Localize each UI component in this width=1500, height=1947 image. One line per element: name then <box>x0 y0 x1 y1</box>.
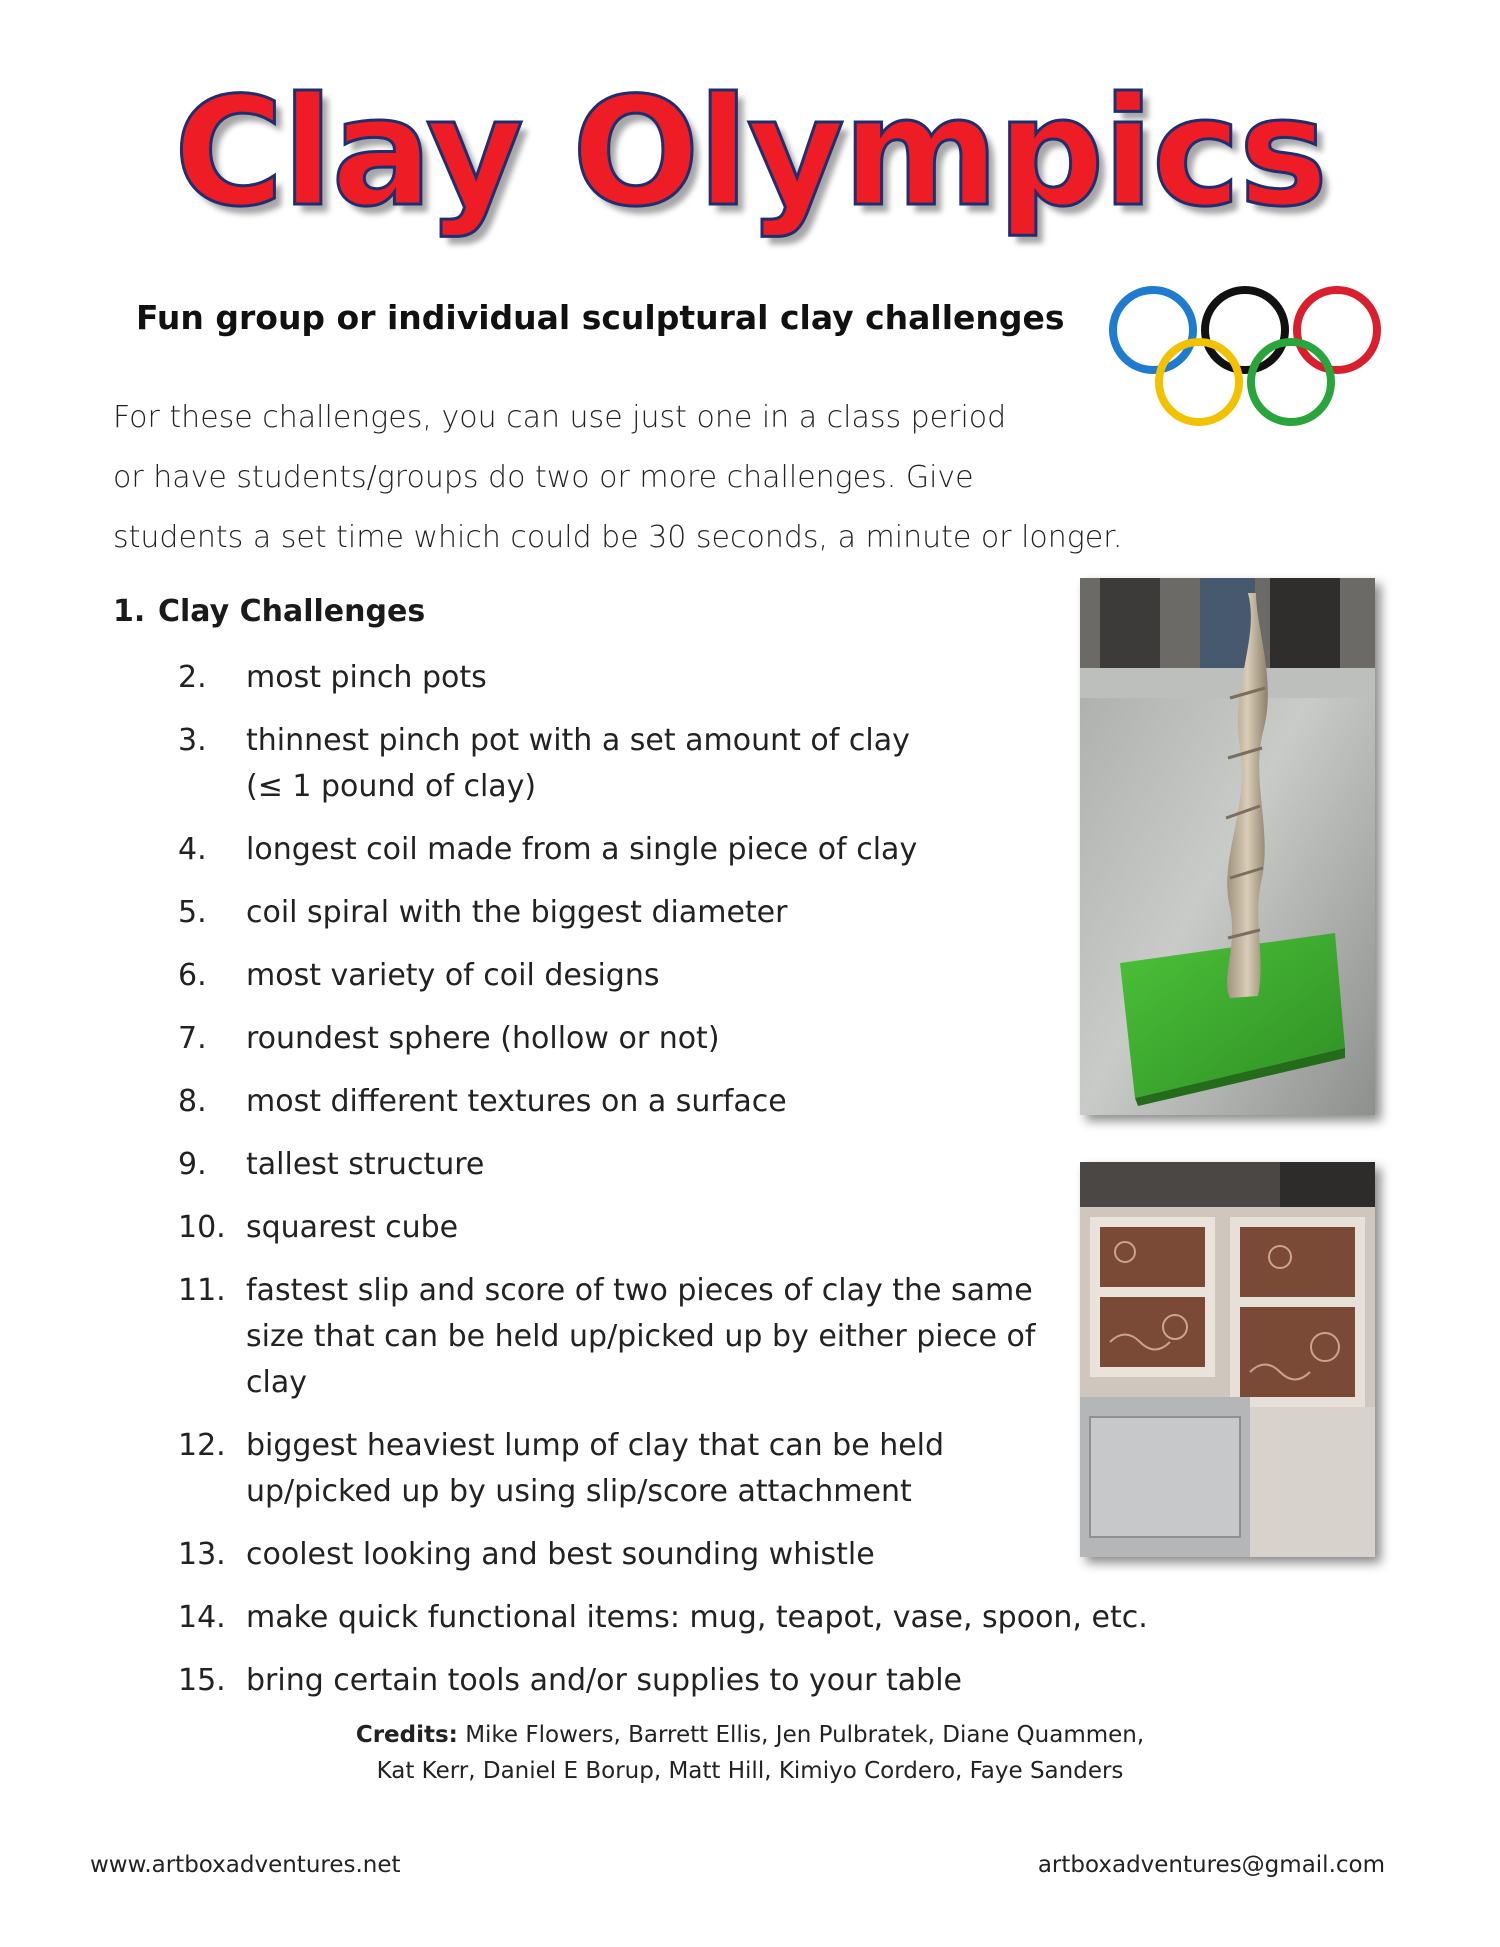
section-number: 1. <box>113 594 146 629</box>
item-number: 3. <box>178 723 207 758</box>
page-title: Clay Olympics <box>173 66 1327 240</box>
item-number: 8. <box>178 1084 207 1119</box>
item-number: 9. <box>178 1147 207 1182</box>
intro-paragraph <box>113 388 1263 568</box>
intro-line: or have students/groups do two or more challenges. Give <box>113 460 974 495</box>
item-text: make quick functional items: mug, teapot, vase, spoon, etc. <box>246 1600 1148 1635</box>
clay-tower-photo <box>1080 578 1375 1115</box>
item-text: longest coil made from a single piece of clay <box>246 832 918 867</box>
item-text: thinnest pinch pot with a set amount of clay <box>246 723 910 758</box>
item-number: 11. <box>178 1273 226 1308</box>
credits-label: Credits: <box>355 1722 458 1748</box>
item-text: most variety of coil designs <box>246 958 660 993</box>
intro-line: students a set time which could be 30 seconds, a minute or longer. <box>113 520 1123 555</box>
credits-names: Mike Flowers, Barrett Ellis, Jen Pulbratek, Diane Quammen, <box>457 1722 1145 1748</box>
item-text: coolest looking and best sounding whistle <box>246 1537 875 1572</box>
credits-line <box>0 1722 1500 1748</box>
list-item <box>178 1658 1288 1704</box>
item-number: 6. <box>178 958 207 993</box>
subtitle: Fun group or individual sculptural clay challenges <box>136 298 1065 337</box>
footer-website[interactable]: www.artboxadventures.net <box>90 1852 401 1878</box>
clay-tiles-photo <box>1080 1162 1375 1557</box>
item-text: (≤ 1 pound of clay) <box>246 769 537 804</box>
list-item <box>178 1595 1288 1641</box>
item-number: 10. <box>178 1210 226 1245</box>
item-text: biggest heaviest lump of clay that can be held up/picked up by using slip/score attachment <box>246 1428 945 1509</box>
item-text: fastest slip and score of two pieces of clay the same size that can be held up/picked up by either piece of clay <box>246 1273 1036 1400</box>
item-text: roundest sphere (hollow or not) <box>246 1021 720 1056</box>
item-number: 5. <box>178 895 207 930</box>
item-number: 7. <box>178 1021 207 1056</box>
item-number: 14. <box>178 1600 226 1635</box>
item-text: squarest cube <box>246 1210 459 1245</box>
item-text: coil spiral with the biggest diameter <box>246 895 788 930</box>
item-text: most different textures on a surface <box>246 1084 787 1119</box>
intro-line: For these challenges, you can use just one in a class period <box>113 400 1007 435</box>
item-number: 15. <box>178 1663 226 1698</box>
item-number: 12. <box>178 1428 226 1463</box>
item-text: most pinch pots <box>246 660 487 695</box>
section-heading <box>113 594 425 629</box>
item-number: 13. <box>178 1537 226 1572</box>
credits-line: Kat Kerr, Daniel E Borup, Matt Hill, Kimiyo Cordero, Faye Sanders <box>376 1758 1124 1784</box>
item-text: bring certain tools and/or supplies to your table <box>246 1663 963 1698</box>
footer-email[interactable]: artboxadventures@gmail.com <box>1037 1852 1385 1878</box>
item-number: 2. <box>178 660 207 695</box>
item-text: tallest structure <box>246 1147 485 1182</box>
item-number: 4. <box>178 832 207 867</box>
section-heading-text: Clay Challenges <box>158 594 426 629</box>
